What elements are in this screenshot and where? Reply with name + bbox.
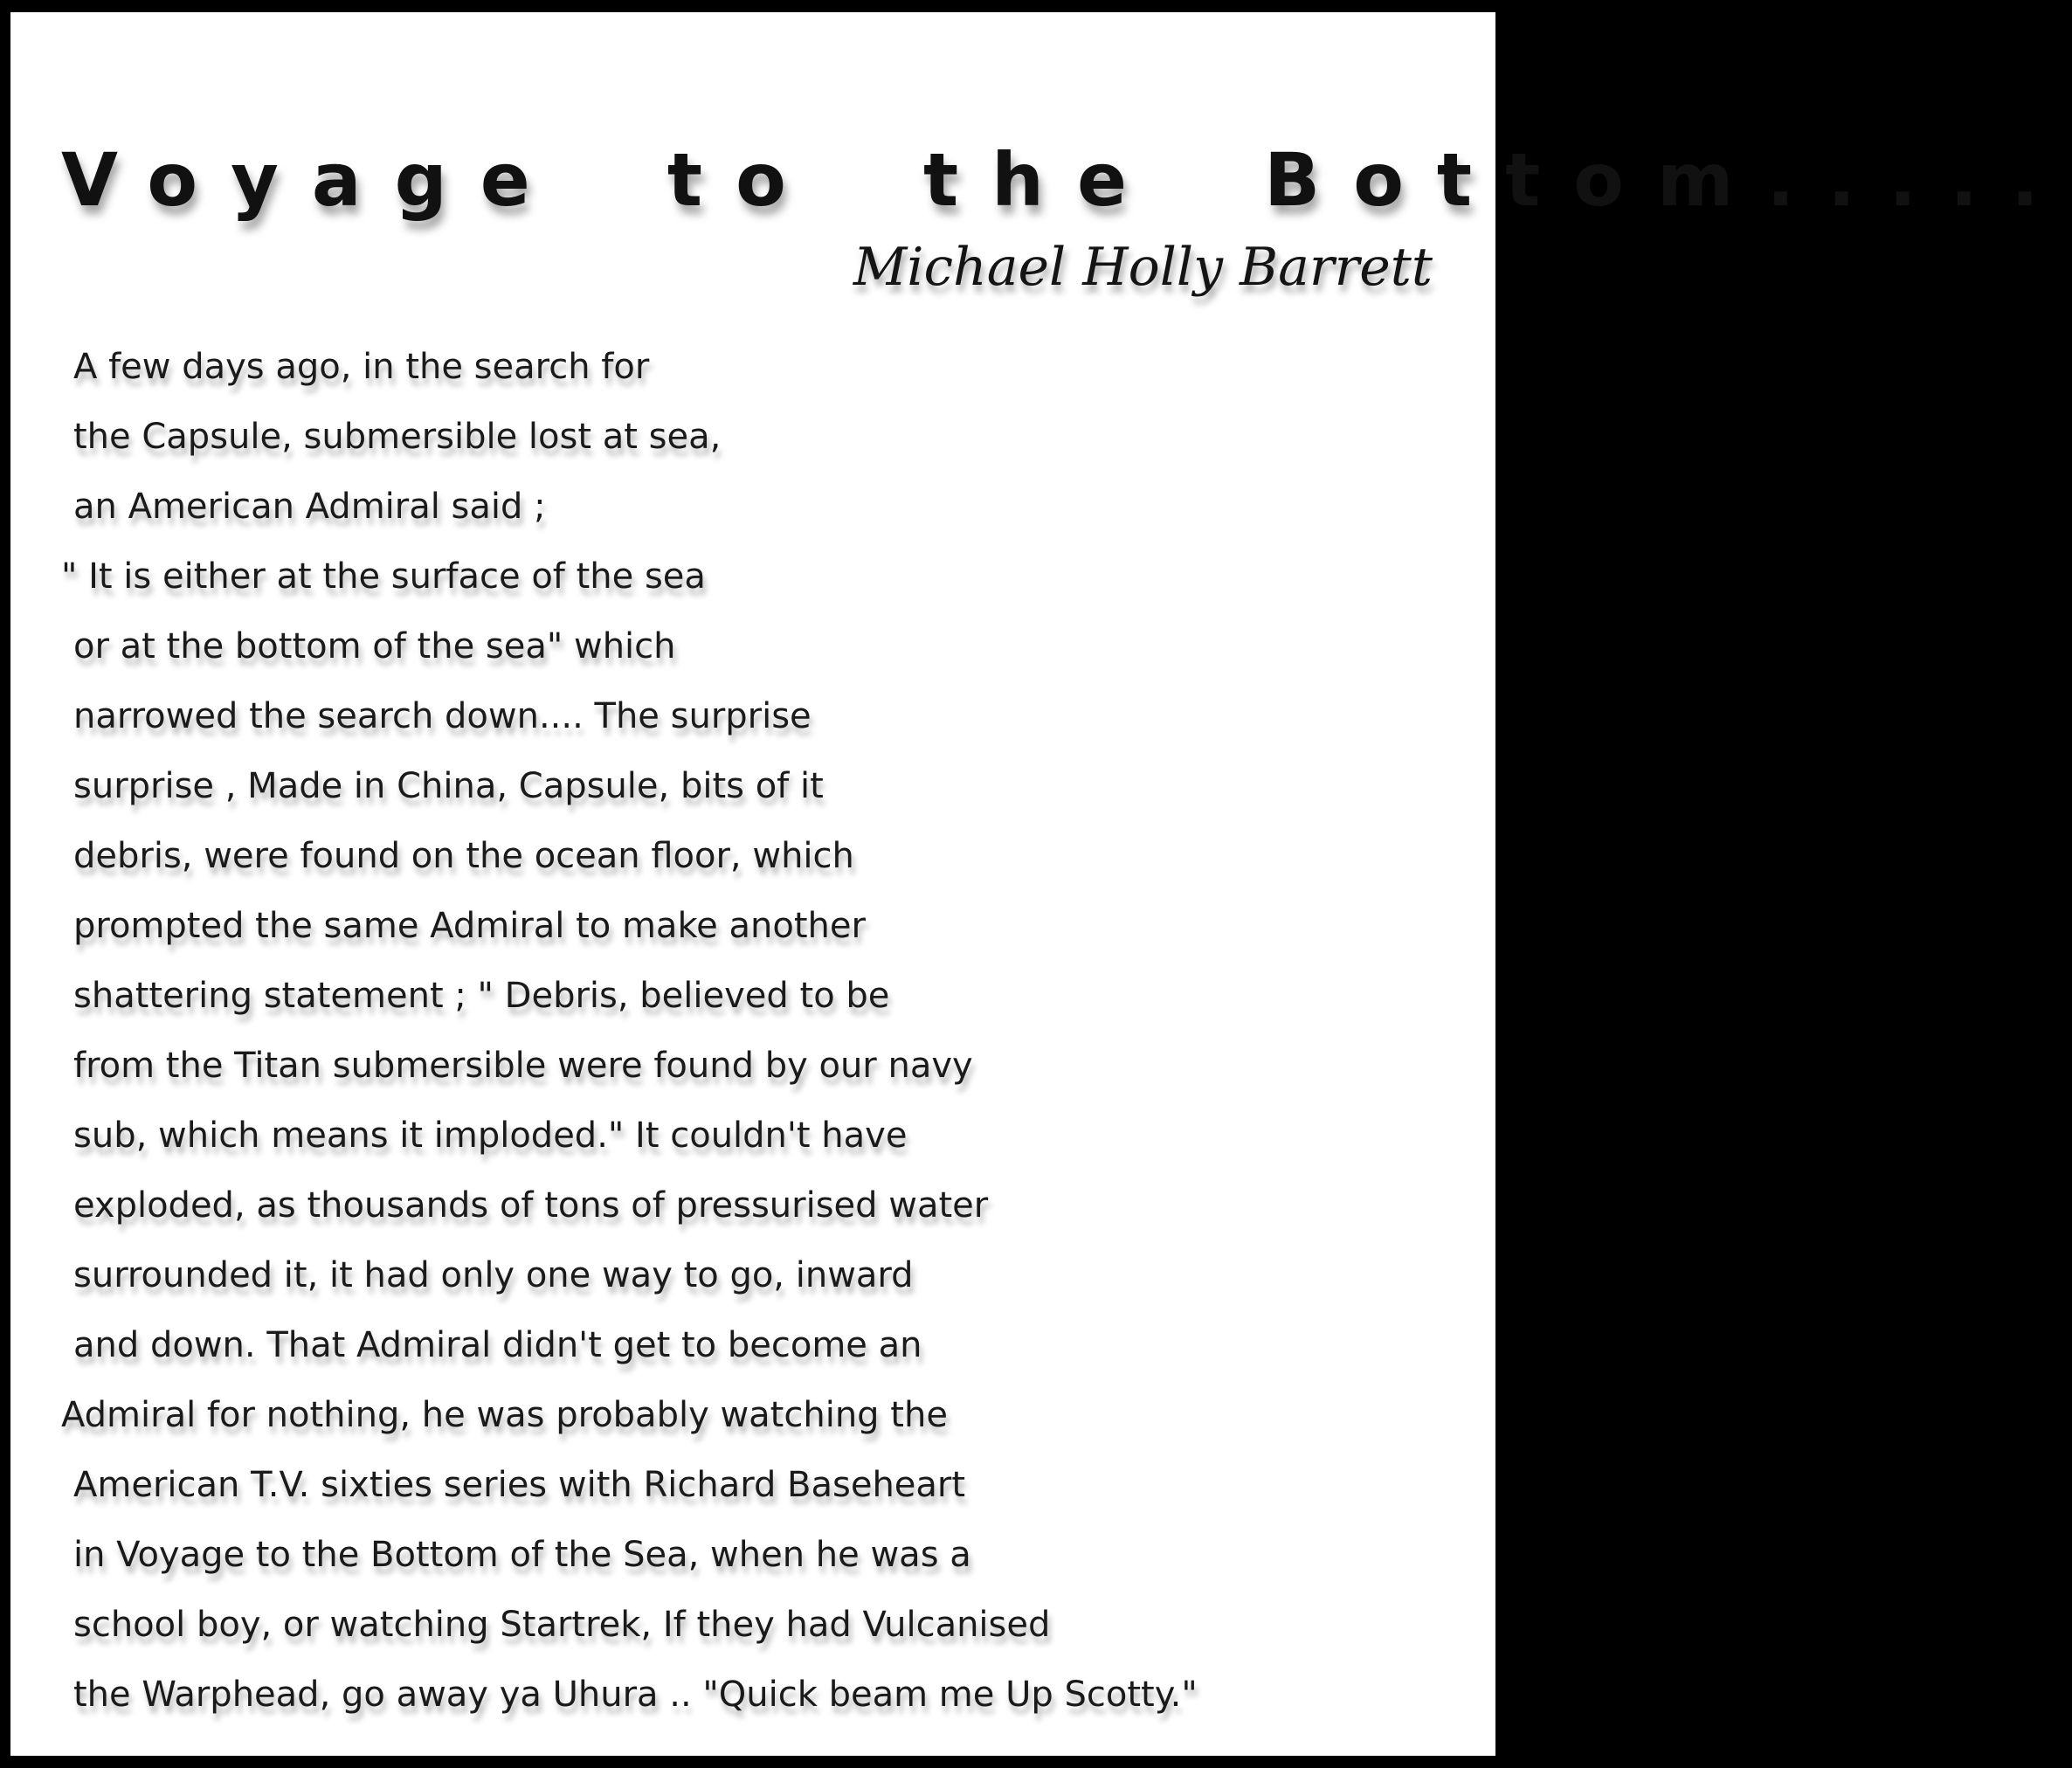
poem-line: A few days ago, in the search for [73,347,650,387]
poem-line: Admiral for nothing, he was probably watching the [61,1395,948,1435]
poem-line: " It is either at the surface of the sea [61,556,706,597]
poem-title: Voyage to the Bottom..... [61,137,2072,223]
poem-line: shattering statement ; " Debris, believed to be [73,976,890,1016]
author-signature: Michael Holly Barrett [853,237,1433,298]
poem-line: and down. That Admiral didn't get to become an [73,1325,922,1365]
poem-line: or at the bottom of the sea" which [73,626,676,666]
poem-line: from the Titan submersible were found by our navy [73,1046,973,1086]
poem-body [61,339,1424,1737]
poem-line: narrowed the search down.... The surprise [73,696,812,736]
poem-line: prompted the same Admiral to make another [73,906,866,946]
poem-line: sub, which means it imploded." It couldn't have [73,1115,908,1156]
poem-line: exploded, as thousands of tons of pressurised water [73,1185,989,1226]
poem-line: an American Admiral said ; [73,487,546,527]
poem-line: surprise , Made in China, Capsule, bits of it [73,766,824,806]
poem-line: school boy, or watching Startrek, If they had Vulcanised [73,1605,1051,1645]
poem-line: American T.V. sixties series with Richard Baseheart [73,1465,966,1505]
poem-page [10,12,2072,1756]
poem-line: the Warphead, go away ya Uhura .. "Quick beam me Up Scotty." [73,1675,1198,1715]
poem-line: surrounded it, it had only one way to go, inward [73,1255,914,1295]
poem-line: in Voyage to the Bottom of the Sea, when he was a [73,1535,971,1575]
poem-line: the Capsule, submersible lost at sea, [73,417,722,457]
poem-line: debris, were found on the ocean floor, which [73,836,854,876]
